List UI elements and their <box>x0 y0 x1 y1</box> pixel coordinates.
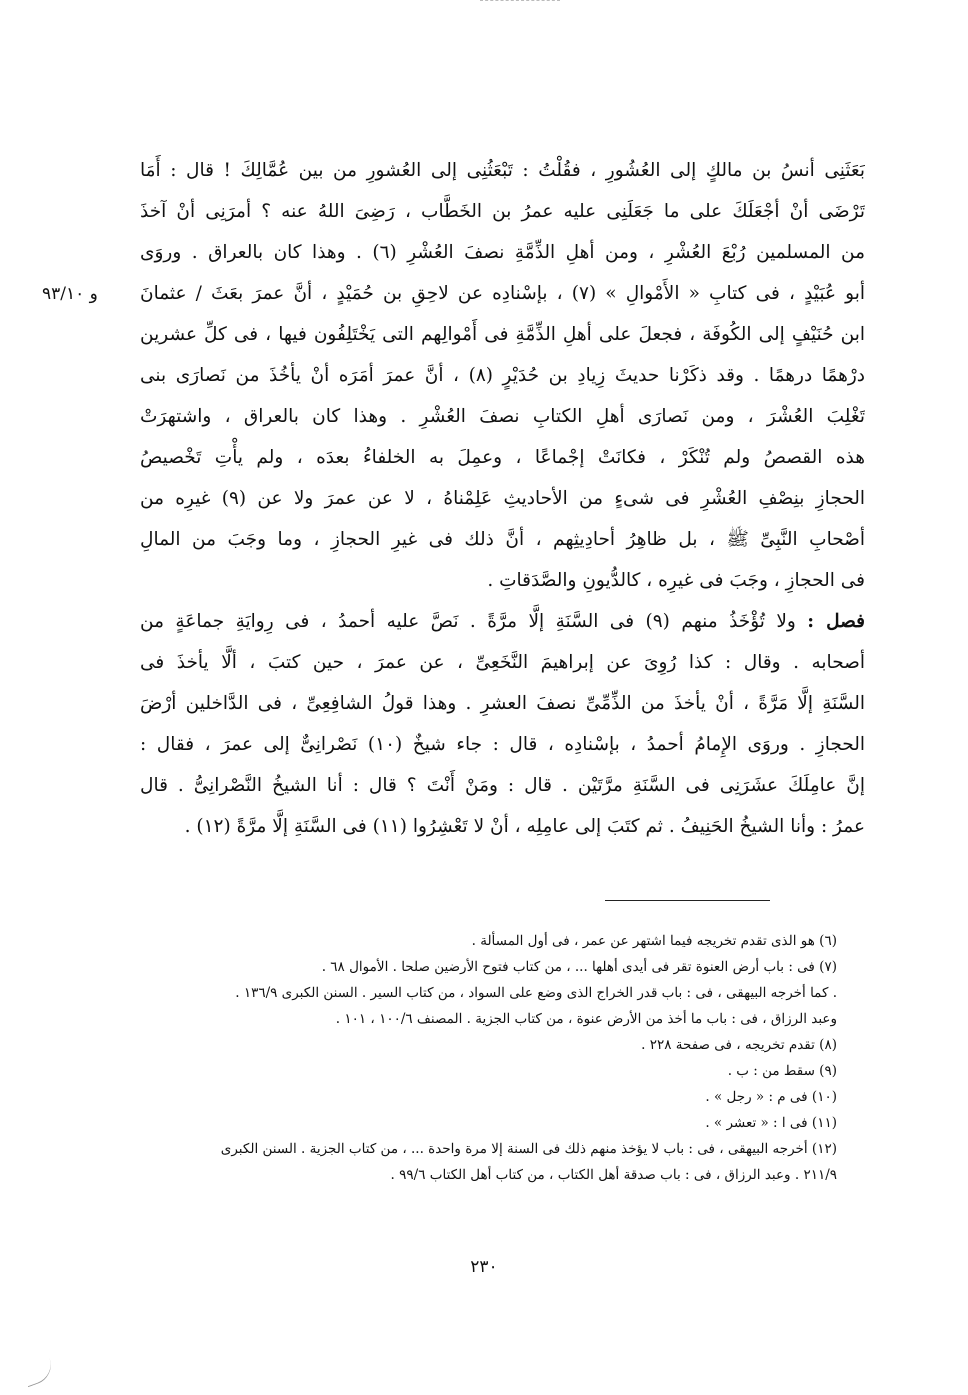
page-number: ٢٣٠ <box>470 1257 498 1277</box>
footnote: (٨) تقدم تخريجه ، فى صفحة ٢٢٨ . <box>641 1037 837 1053</box>
footnote: وعبد الرزاق ، فى : باب ما أخذ من الأرض عنوة ، من كتاب الجزية . المصنف ١٠٠/٦ ، ١٠١ . <box>335 1011 837 1027</box>
footnote: ٢١١/٩ . وعبد الرزاق ، فى : باب صدقة أهل الكتاب ، من كتاب أهل الكتاب ٩٩/٦ . <box>390 1167 837 1183</box>
text-line: هذه القصصُ ولم تُنْكَرْ ، فكانَتْ إجْماعًا ، وعمِلَ به الخلفاءُ بعدَه ، ولم يأْتِ تَخْصيصُ <box>140 447 865 468</box>
scan-smudge <box>18 1348 57 1387</box>
text-line: فى الحجازِ ، وجَبَ فى غيرِه ، كالدُّيونِ والصَّدَقاتِ . <box>487 570 865 591</box>
main-text <box>140 150 865 847</box>
footnote-divider <box>605 900 770 901</box>
footnote: (١١) فى ا : « تعشر » . <box>705 1115 837 1131</box>
scan-mark <box>480 0 560 7</box>
footnotes <box>132 928 837 1188</box>
text-line: تَغْلِبَ العُشْرَ ، ومن نَصارَى أهلِ الكتابِ نصفَ العُشْرِ . وهذا كان بالعراق ، واشتهرَتْ <box>140 406 865 427</box>
text-line: أصْحابِ النَّبِىِّ ﷺ ، بل ظاهِرُ أحادِيثِهم ، أنَّ ذلك فى غيرِ الحجازِ ، وما وجَبَ من المالِ <box>140 529 865 550</box>
text-line: أبو عُبَيْدٍ ، فى كتابِ « الأَمْوالِ » (٧) ، بإسْنادِه عن لاحِقِ بن حُمَيْدٍ ، أنَّ عمرَ بعَثَ / عثمانَ <box>140 283 865 304</box>
section-text: ولا تُؤْخَذُ منهم (٩) فى السَّنَةِ إلَّا مرَّةً . نَصَّ عليه أحمدُ ، فى رِوايَةِ جماعَةٍ من <box>140 611 796 632</box>
text-line: بَعَثَنِى أنسُ بن مالكٍ إلى العُشُورِ ، فقُلْتُ : تَبْعَثُنِى إلى العُشورِ من بين عُمَّالِكَ ! قال : أَمَا <box>140 160 865 181</box>
text-line: الحجازِ . وروَى الإِمامُ أحمدُ ، بإسْنادِه ، قال : جاء شيخٌ (١٠) نَصْرانِىٌّ إلى عمرَ ، فقال : <box>140 734 865 755</box>
section-line <box>140 601 865 642</box>
margin-note: و ٩٣/١٠ <box>42 284 98 304</box>
footnote: . كما أخرجه البيهقى ، فى : باب قدر الخراج الذى وضع على السواد ، من كتاب السير . السنن الكبرى ١٣٦/٩ . <box>235 985 837 1001</box>
footnote: (١٢) أخرجه البيهقى ، فى : باب لا يؤخذ منهم ذلك فى السنة إلا مرة واحدة ... ، من كتاب الجزية . السنن الكبرى <box>220 1141 837 1157</box>
text-line: تَرْضَى أنْ أجْعَلَكَ على ما جَعَلَنِى عليه عمرُ بن الخَطَّاب ، رَضِىَ اللهُ عنه ؟ أمرَنِى أنْ آخذَ <box>140 201 865 222</box>
footnote: (١٠) فى م : « رجل » . <box>705 1089 837 1105</box>
footnote: (٦) هو الذى تقدم تخريجه فيما اشتهر عن عمر ، فى أول المسألة . <box>471 933 837 949</box>
text-line: السَّنَةِ إلَّا مَرَّةً ، أنْ يأخذَ من الذِّمِّىِّ نصفَ العشرِ . وهذا قولُ الشافِعِىِّ ، فى الدَّاخلين أرْضَ <box>140 693 865 714</box>
text-line: إنَّ عامِلَكَ عشَرَنِى فى السَّنَةِ مرَّتَيْن . قال : ومَنْ أَنْتَ ؟ قال : أنا الشيخُ النَّصْرانِىُّ . قال <box>140 775 865 796</box>
text-line: من المسلمين رُبْعَ العُشْرِ ، ومن أهلِ الذِّمَّةِ نصفَ العُشْرِ (٦) . وهذا كان بالعراق . وروَى <box>140 242 865 263</box>
text-line: أصحابه . وقال : كذا رُوِىَ عن إبراهيمَ النَّخَعِىِّ ، عن عمرَ ، حين كتبَ ، ألَّا يأخذَ فى <box>140 652 865 673</box>
text-line: درْهمًا درهمًا . وقد ذكَرْنا حديثَ زِيادِ بن حُدَيْرٍ (٨) ، أنَّ عمرَ أمَرَه أنْ يأخُذَ من نَصارَى بنى <box>140 365 865 386</box>
section-heading: فصل : <box>807 611 865 632</box>
text-line: عمرُ : وأنا الشيخُ الحَنِيفُ . ثم كتَبَ إلى عامِلِه ، أنْ لا تَعْشِرُوا (١١) فى السَّنَةِ إلَّا مرَّةً (١٢) . <box>184 816 865 837</box>
footnote: (٩) سقط من : ب . <box>727 1063 837 1079</box>
text-line: الحجازِ بنِصْفِ العُشْرِ فى شىءٍ من الأحاديثِ عَلِمْناهُ ، لا عن عمرَ ولا عن (٩) غيرِه من <box>140 488 865 509</box>
footnote: (٧) فى : باب أرض العنوة تقر فى أيدى أهلها ... ، من كتاب فتوح الأرضين صلحا . الأموال ٦٨ . <box>321 959 837 975</box>
text-line: ابن حُنَيْفٍ إلى الكُوفَة ، فجعلَ على أهلِ الذِّمَّةِ فى أَمْوالِهم التى يَخْتَلِفُون فيها ، فى كلِّ عشرين <box>140 324 865 345</box>
